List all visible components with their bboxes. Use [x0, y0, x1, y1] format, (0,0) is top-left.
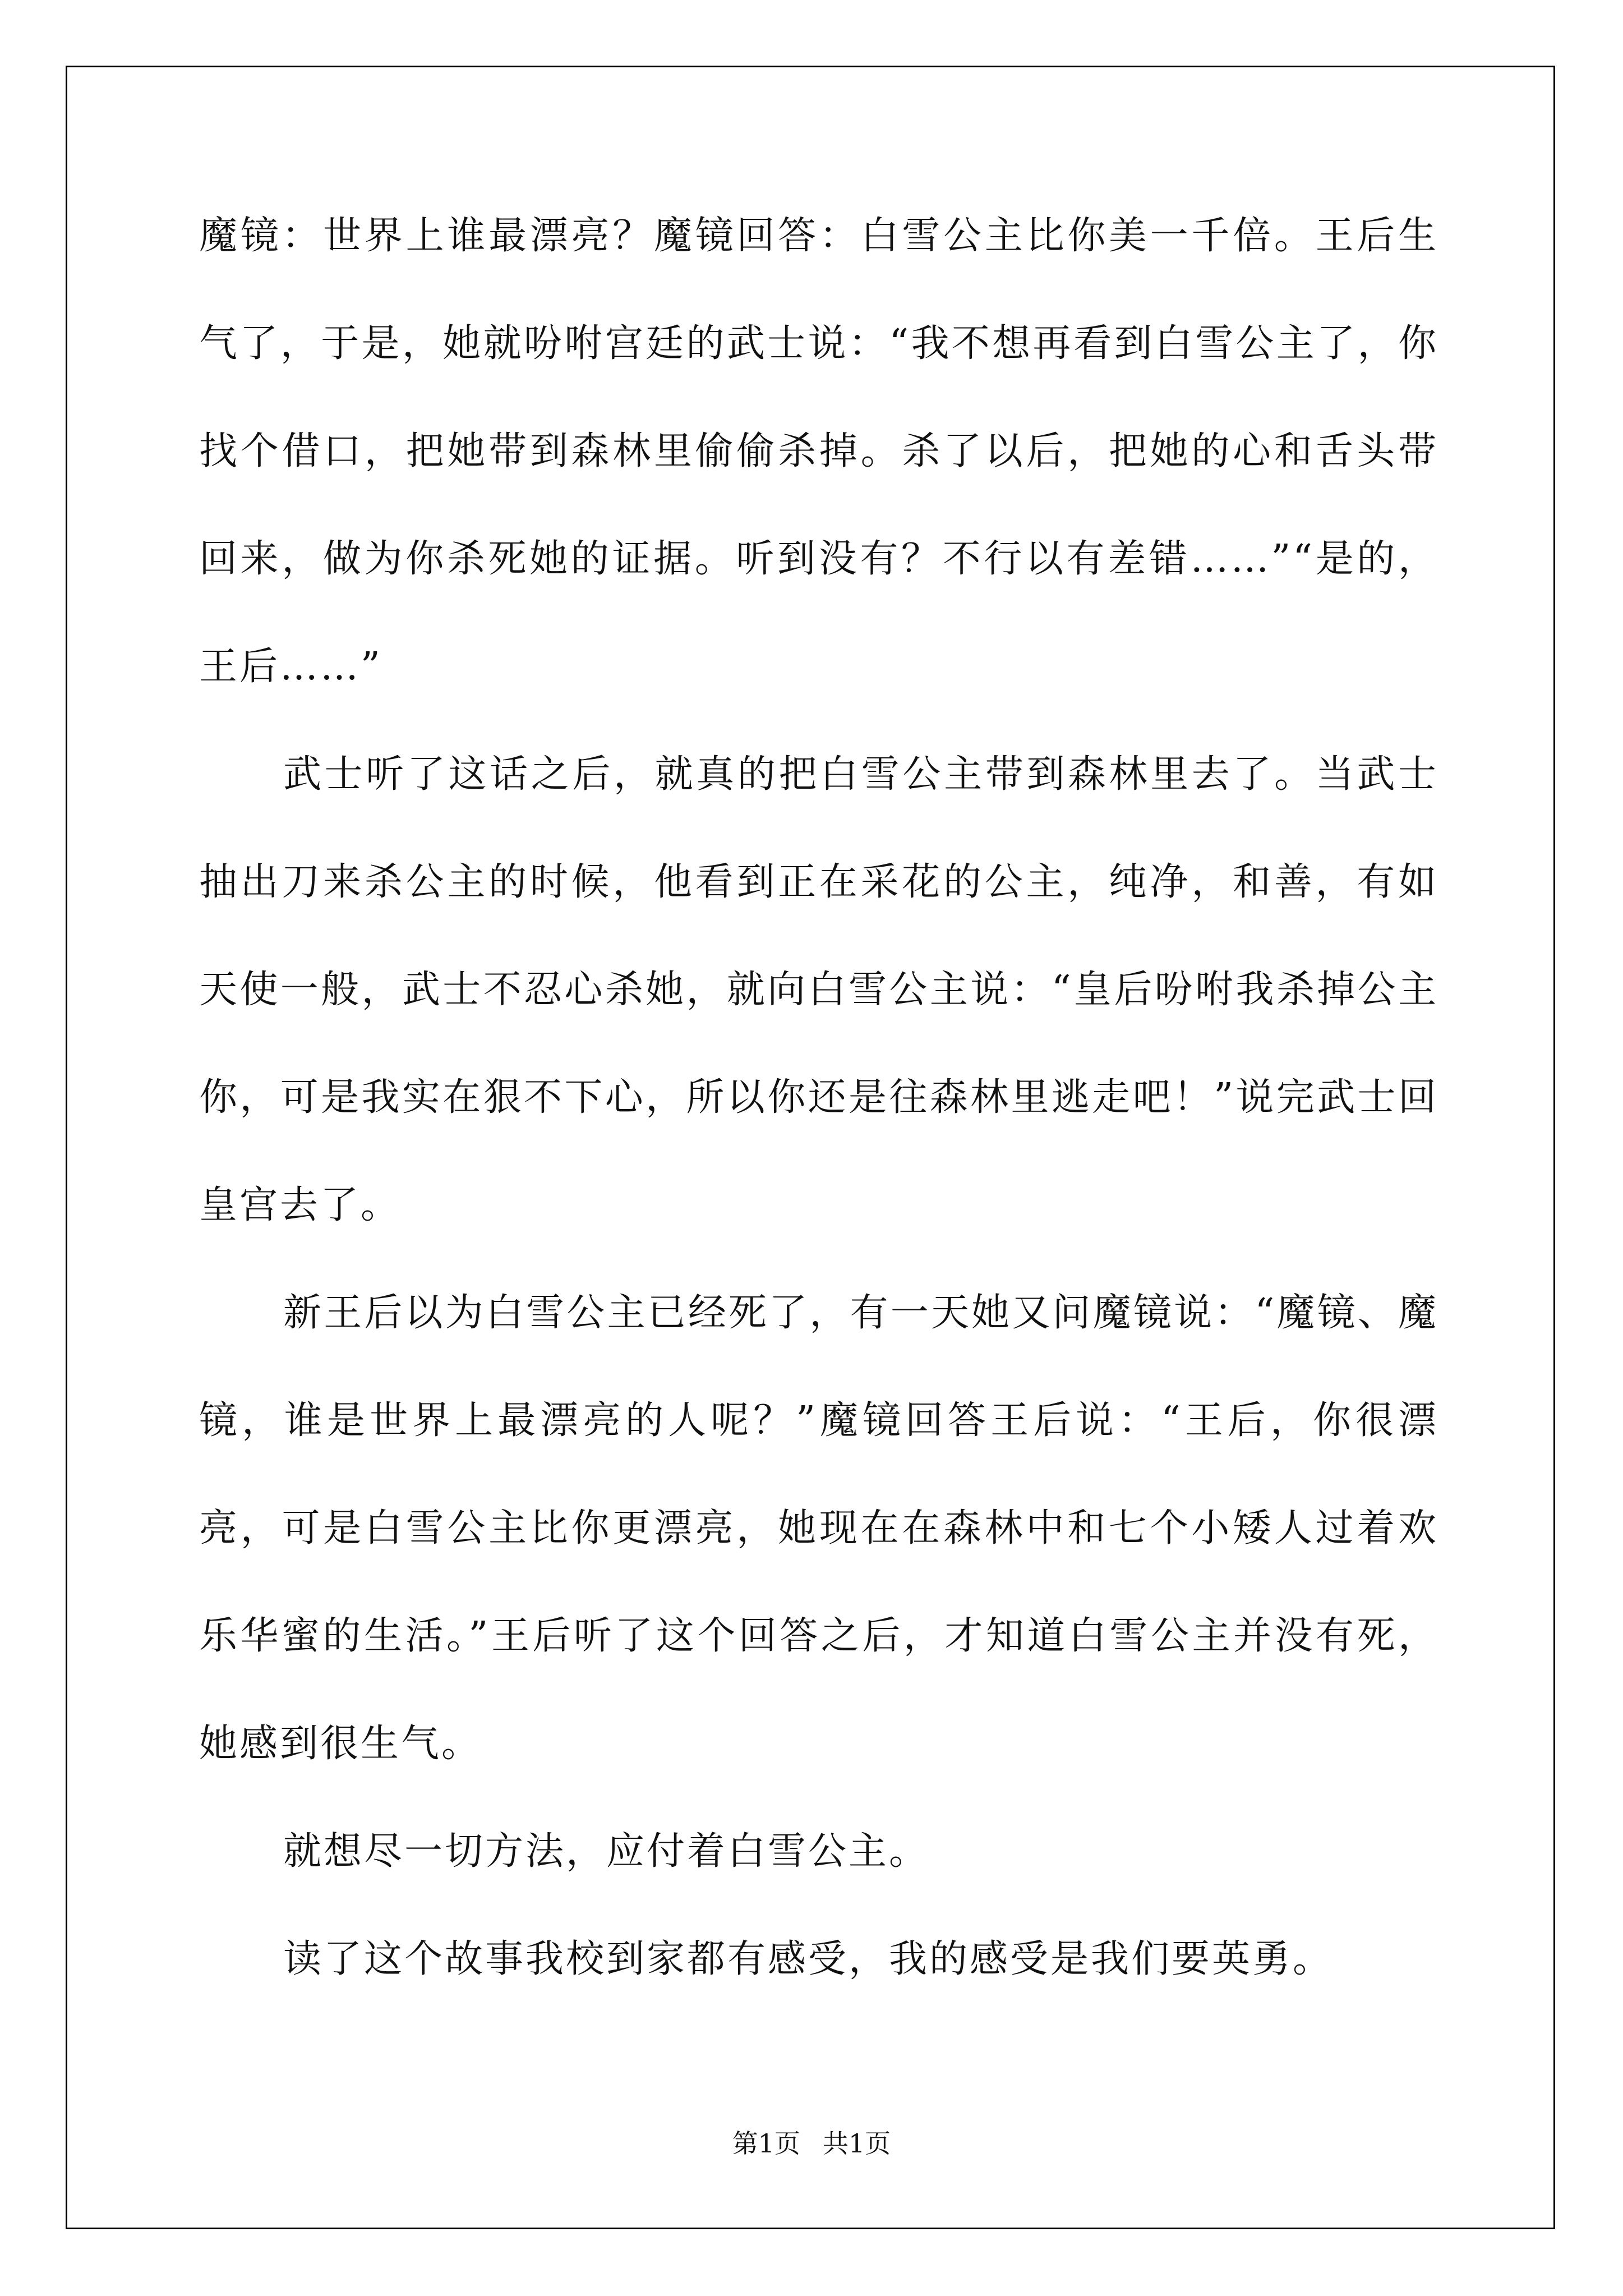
page-footer [0, 2123, 1623, 2160]
paragraph-3: 新王后以为白雪公主已经死了，有一天她又问魔镜说：“魔镜、魔镜，谁是世界上最漂亮的人呢？”魔镜回答王后说：“王后，你很漂亮，可是白雪公主比你更漂亮，她现在在森林中和七个小矮人过着欢乐华蜜的生活。”王后听了这个回答之后，才知道白雪公主并没有死，她感到很生气。 [199, 1291, 1438, 1766]
page-total: 共1页 [823, 2128, 891, 2159]
paragraph-2: 武士听了这话之后，就真的把白雪公主带到森林里去了。当武士抽出刀来杀公主的时候，他看到正在采花的公主，纯净，和善，有如天使一般，武士不忍心杀她，就向白雪公主说：“皇后吩咐我杀掉公主你，可是我实在狠不下心，所以你还是往森林里逃走吧！”说完武士回皇宫去了。 [199, 752, 1438, 1227]
document-body [199, 205, 1438, 2013]
paragraph-1: 魔镜：世界上谁最漂亮？魔镜回答：白雪公主比你美一千倍。王后生气了，于是，她就吩咐宫廷的武士说：“我不想再看到白雪公主了，你找个借口，把她带到森林里偷偷杀掉。杀了以后，把她的心和舌头带回来，做为你杀死她的证据。听到没有？不行以有差错……”“是的，王后……” [199, 214, 1438, 689]
paragraph-5: 读了这个故事我校到家都有感受，我的感受是我们要英勇。 [283, 1937, 1334, 1981]
paragraph-4: 就想尽一切方法，应付着白雪公主。 [283, 1829, 930, 1874]
page-number: 第1页 [732, 2128, 800, 2159]
